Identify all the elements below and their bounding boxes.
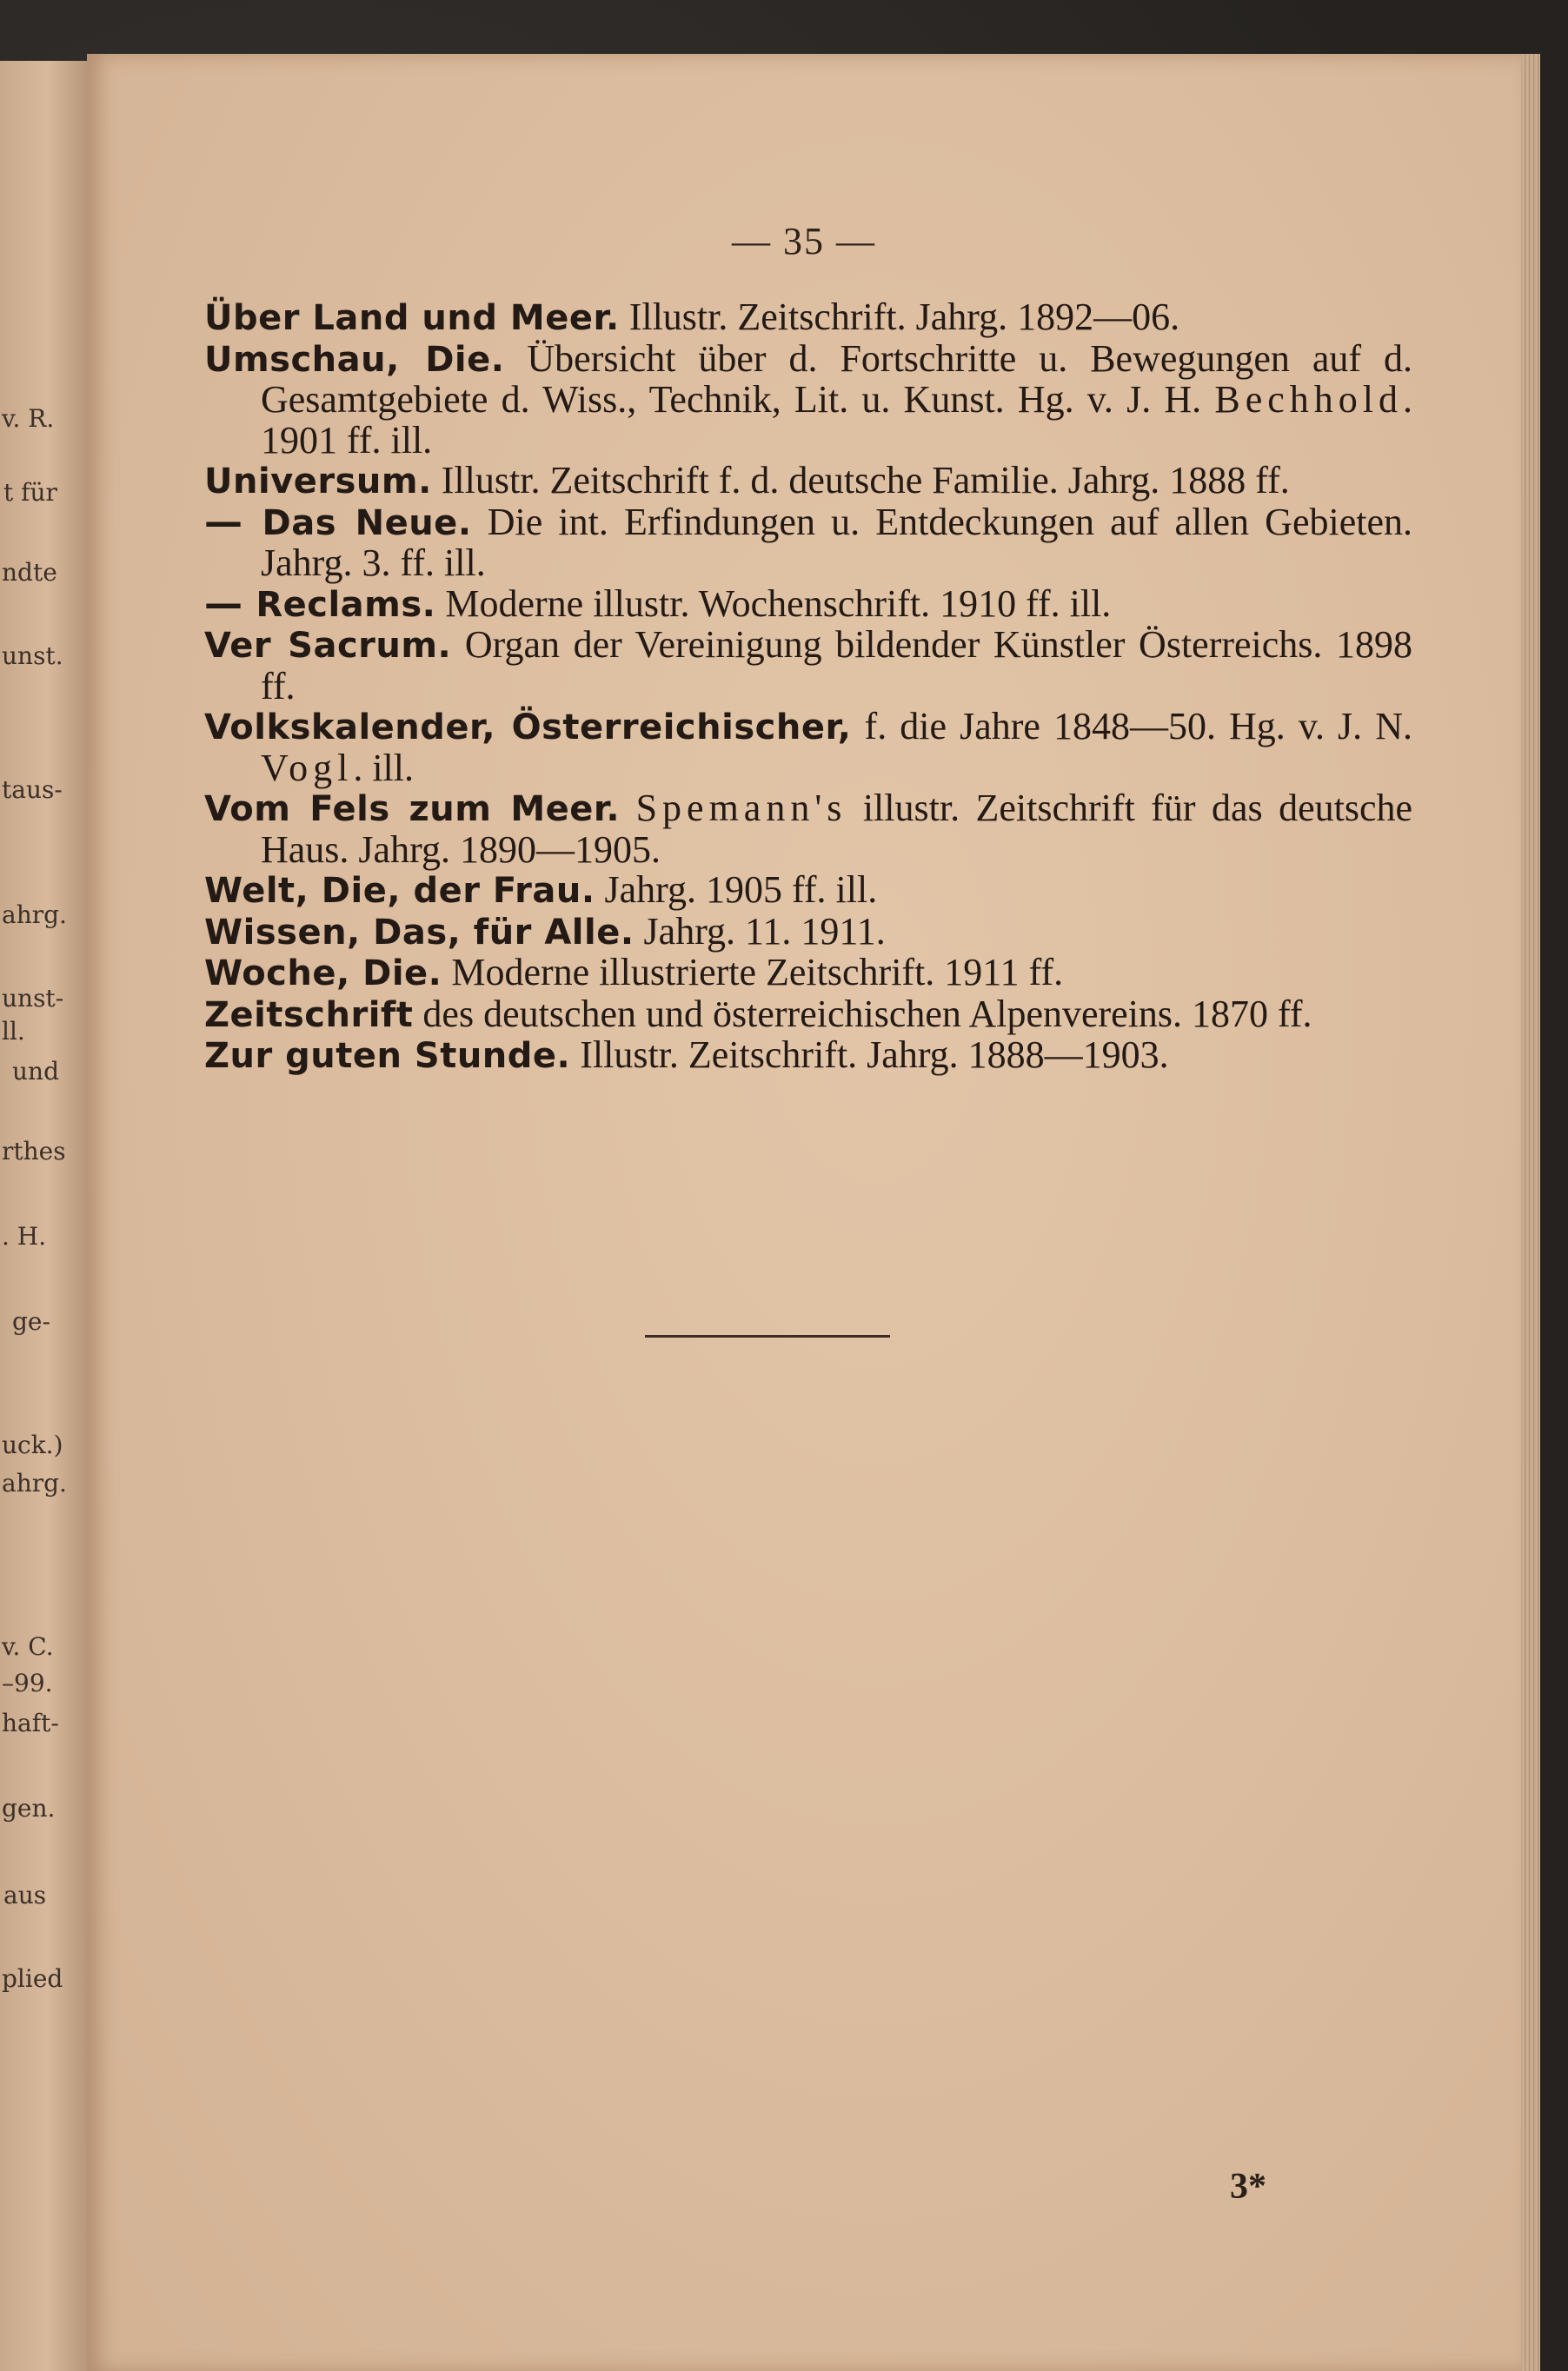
prev-page-fragment: aus	[3, 1881, 47, 1909]
prev-page-fragment: und	[12, 1057, 59, 1086]
entry-title: Reclams.	[256, 584, 436, 625]
entry-title: Über Land und Meer.	[204, 298, 620, 338]
prev-page-fragment: v. C.	[2, 1632, 54, 1661]
entry-text: Illustr. Zeitschrift. Jahrg. 1888—1903.	[570, 1033, 1169, 1076]
entry-text: illustr. Zeitschrift für das deutsche Haus. Jahrg. 1890—1905.	[261, 787, 1413, 871]
prev-page-fragment: ndte	[2, 558, 57, 587]
page-block-edge	[1521, 54, 1540, 2371]
prev-page-fragment: gen.	[2, 1794, 56, 1823]
prev-page-fragment: ge-	[12, 1307, 50, 1336]
signature-mark: 3*	[1230, 2167, 1266, 2207]
list-entry	[204, 499, 1412, 584]
entry-author: Spemann's	[635, 787, 847, 829]
prev-page-fragment: –99.	[2, 1669, 53, 1697]
prev-page-fragment: . H.	[2, 1222, 47, 1251]
list-entry	[204, 581, 1412, 626]
entry-author: Vogl	[261, 746, 354, 789]
page-number: — 35 —	[732, 220, 876, 262]
entry-title: Zur guten Stunde.	[204, 1036, 571, 1076]
list-entry	[204, 953, 1412, 994]
previous-page-edge	[0, 61, 87, 2371]
entry-text	[620, 787, 635, 829]
list-entry	[204, 707, 1412, 788]
entry-title: Umschau, Die.	[204, 339, 505, 380]
list-entry	[204, 870, 1412, 912]
prev-page-fragment: plied	[2, 1964, 63, 1993]
entry-text: Organ der Vereinigung bildender Künstler Österreichs. 1898 ff.	[261, 623, 1412, 707]
list-entry	[204, 788, 1412, 870]
entry-title: Volkskalender, Österreichischer,	[204, 707, 852, 747]
prev-page-fragment: haft-	[2, 1709, 59, 1737]
end-rule-divider	[645, 1335, 890, 1338]
entry-text: Moderne illustrierte Zeitschrift. 1911 ff.	[442, 951, 1064, 993]
prev-page-fragment: t für	[3, 478, 57, 507]
entry-author: Bechhold	[1214, 378, 1403, 421]
entry-text: f. die Jahre 1848—50. Hg. v. J. N.	[851, 705, 1413, 747]
entry-text: . ill.	[353, 746, 415, 789]
entry-text: Jahrg. 1905 ff. ill.	[595, 868, 878, 911]
prev-page-fragment: v. R.	[2, 404, 55, 433]
list-entry	[204, 336, 1412, 462]
entry-title: Woche, Die.	[204, 953, 442, 993]
list-entry	[204, 994, 1412, 1036]
entry-title: Vom Fels zum Meer.	[204, 789, 621, 829]
entry-title: Das Neue.	[262, 502, 472, 543]
entry-text: Illustr. Zeitschrift f. d. deutsche Familie. Jahrg. 1888 ff.	[431, 459, 1290, 501]
list-entry	[204, 909, 1412, 953]
entry-text: Jahrg. 11. 1911.	[634, 909, 886, 953]
entry-title: Universum.	[204, 462, 432, 501]
prev-page-fragment: ahrg.	[2, 900, 67, 929]
periodical-list	[204, 297, 1412, 1077]
prev-page-fragment: taus-	[2, 775, 63, 804]
list-entry	[204, 1035, 1412, 1077]
prev-page-fragment: ll.	[2, 1017, 25, 1046]
prev-page-fragment: rthes	[2, 1137, 66, 1166]
entry-title: Wissen, Das, für Alle.	[204, 912, 635, 953]
entry-text: Die int. Erfindungen u. Entdeckungen auf allen Gebieten. Jahrg. 3. ff. ill.	[261, 500, 1412, 584]
entry-repeat-dash: —	[204, 499, 262, 544]
entry-text: des deutschen und österreichischen Alpenvereins. 1870 ff.	[413, 992, 1312, 1035]
list-entry	[204, 297, 1412, 339]
prev-page-fragment: unst.	[2, 641, 63, 670]
entry-text: Übersicht über d. Fortschritte u. Bewegungen auf d. Gesamtgebiete d. Wiss., Technik, Lit. u. Kunst. Hg. v. J. H.	[261, 336, 1412, 421]
prev-page-fragment: uck.)	[2, 1431, 63, 1459]
prev-page-fragment: unst-	[2, 984, 64, 1013]
book-page	[87, 54, 1521, 2371]
entry-title: Welt, Die, der Frau.	[204, 871, 595, 911]
entry-title: Ver Sacrum.	[204, 626, 452, 666]
entry-repeat-dash: —	[204, 581, 256, 626]
list-entry	[204, 461, 1412, 502]
list-entry	[204, 625, 1412, 707]
entry-text: . 1901 ff. ill.	[261, 378, 1412, 462]
entry-text: Illustr. Zeitschrift. Jahrg. 1892—06.	[619, 296, 1180, 338]
entry-text: Moderne illustr. Wochenschrift. 1910 ff. ill.	[435, 581, 1112, 625]
entry-title: Zeitschrift	[204, 994, 414, 1035]
prev-page-fragment: ahrg.	[2, 1469, 67, 1498]
